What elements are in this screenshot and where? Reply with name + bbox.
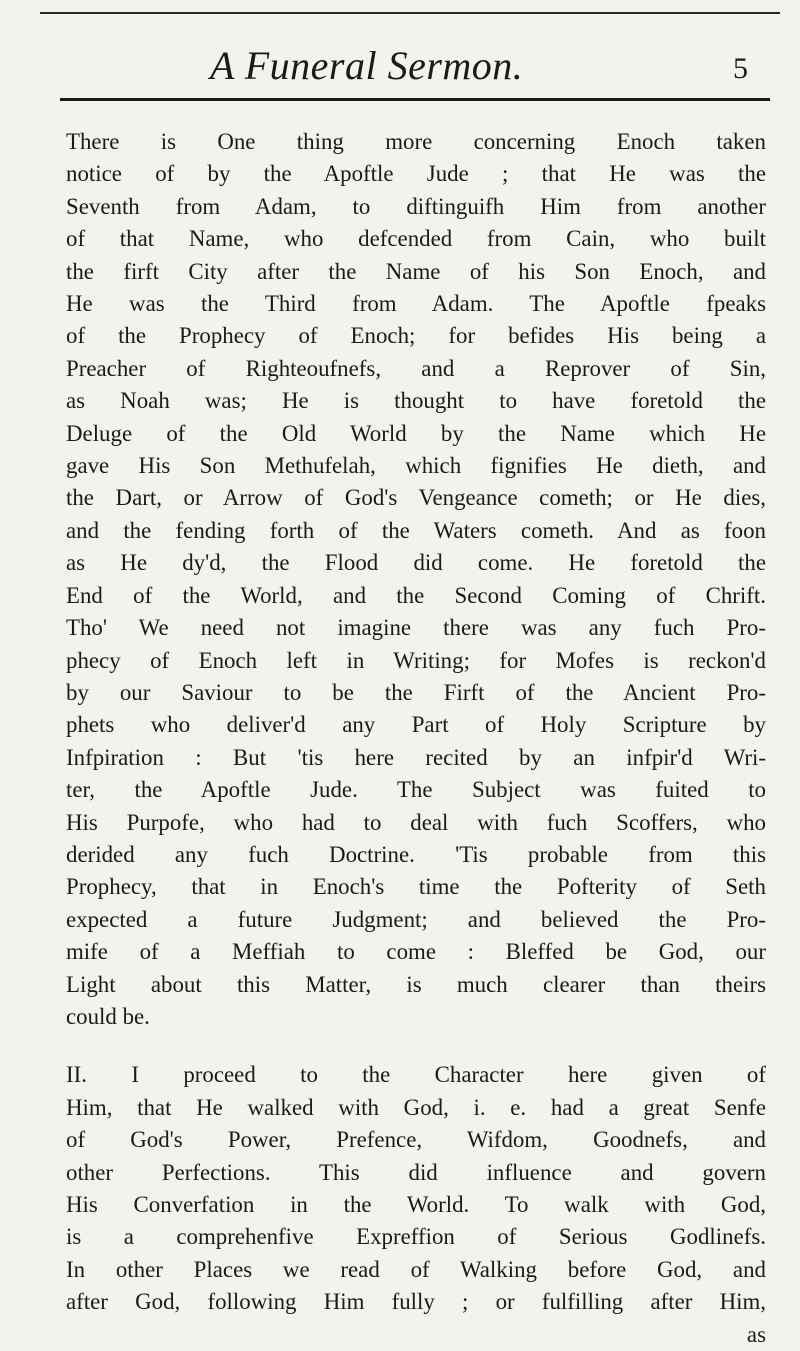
- text-line: of the Prophecy of Enoch; for befides His being a: [66, 323, 766, 349]
- text-line: the Dart, or Arrow of God's Vengeance cometh; or He dies,: [66, 485, 766, 511]
- paragraph-1: [66, 126, 766, 1033]
- text-line: There is One thing more concerning Enoch taken: [66, 129, 766, 154]
- text-line: phets who deliver'd any Part of Holy Scripture by: [66, 712, 766, 738]
- text-line: by our Saviour to be the Firft of the Ancient Pro-: [66, 679, 766, 705]
- running-title: A Funeral Sermon.: [210, 43, 524, 88]
- text-line: Infpiration : But 'tis here recited by an infpir'd Wri-: [66, 744, 766, 770]
- text-line: mife of a Meffiah to come : Bleffed be God, our: [66, 939, 766, 965]
- text-line: other Perfections. This did influence and govern: [66, 1159, 766, 1185]
- text-line: could be.: [66, 1003, 150, 1029]
- text-line: as Noah was; He is thought to have foretold the: [66, 388, 766, 414]
- text-line: as He dy'd, the Flood did come. He foretold the: [66, 550, 766, 576]
- text-line: End of the World, and the Second Coming of Chrift.: [66, 582, 766, 608]
- body-text: [66, 126, 766, 1351]
- paragraph-2: [66, 1059, 766, 1318]
- text-line: of that Name, who defcended from Cain, who built: [66, 226, 766, 252]
- catchword: as: [746, 1321, 766, 1347]
- text-line: Preacher of Righteoufnefs, and a Reprover of Sin,: [66, 355, 766, 381]
- text-line: Light about this Matter, is much clearer than theirs: [66, 971, 766, 997]
- text-line: Deluge of the Old World by the Name which He: [66, 420, 766, 446]
- top-rule: [40, 12, 780, 14]
- text-line: notice of by the Apoftle Jude ; that He was the: [66, 161, 766, 187]
- text-line: In other Places we read of Walking before God, and: [66, 1256, 766, 1282]
- text-line: Him, that He walked with God, i. e. had a great Senfe: [66, 1094, 766, 1120]
- text-line: is a comprehenfive Expreffion of Serious Godlinefs.: [66, 1224, 766, 1250]
- text-line: II. I proceed to the Character here given of: [66, 1062, 766, 1088]
- text-line: gave His Son Methufelah, which fignifies He dieth, and: [66, 453, 766, 479]
- running-head: [60, 34, 770, 104]
- header-rule: [60, 98, 770, 101]
- text-line: His Converfation in the World. To walk with God,: [66, 1192, 766, 1217]
- text-line: Tho' We need not imagine there was any fuch Pro-: [66, 615, 766, 641]
- text-line: derided any fuch Doctrine. 'Tis probable from this: [66, 841, 766, 867]
- text-line: the firft City after the Name of his Son Enoch, and: [66, 258, 766, 284]
- paragraph-gap: [66, 1033, 766, 1059]
- text-line: His Purpofe, who had to deal with fuch Scoffers, who: [66, 809, 766, 835]
- text-line: phecy of Enoch left in Writing; for Mofes is reckon'd: [66, 647, 766, 673]
- text-line: He was the Third from Adam. The Apoftle fpeaks: [66, 291, 766, 317]
- page-number: 5: [733, 52, 748, 85]
- text-line: expected a future Judgment; and believed the Pro-: [66, 906, 766, 932]
- text-line: ter, the Apoftle Jude. The Subject was fuited to: [66, 777, 766, 803]
- text-line: of God's Power, Prefence, Wifdom, Goodnefs, and: [66, 1127, 766, 1153]
- text-line: Prophecy, that in Enoch's time the Pofterity of Seth: [66, 874, 766, 900]
- text-line: after God, following Him fully ; or fulfilling after Him,: [66, 1289, 766, 1315]
- text-line: and the fending forth of the Waters cometh. And as foon: [66, 517, 766, 543]
- text-line: Seventh from Adam, to diftinguifh Him from another: [66, 193, 766, 219]
